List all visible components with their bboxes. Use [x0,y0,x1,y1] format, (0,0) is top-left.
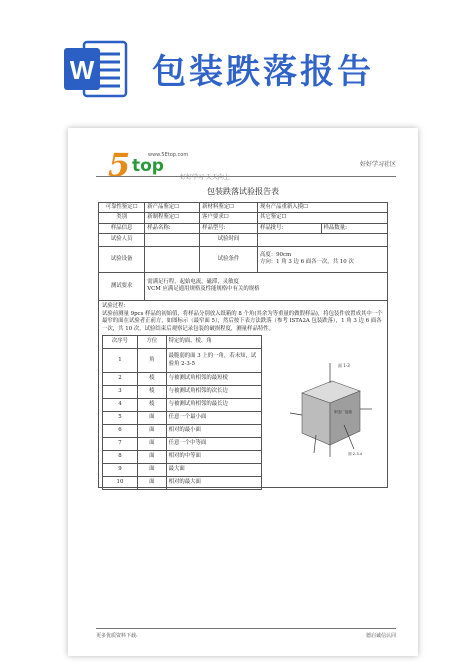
col-header-no: 次序号 [103,336,138,349]
table-row [103,412,262,425]
seq-position: 面 [137,477,166,490]
footer-divider [96,628,396,629]
seq-no: 10 [103,477,138,490]
seq-description: 任意一个中等面 [166,438,261,451]
logo-url: www.5Etop.com [148,152,189,158]
tester-label: 试验人员 [99,233,145,246]
table-row [99,223,388,233]
option-new-product: 新产品鉴定☐ [145,203,200,213]
header-divider [96,176,396,177]
col-header-description: 特定的面、棱、角 [166,336,261,349]
table-row [99,272,388,300]
seq-position: 棱 [137,373,166,386]
option-new-process: 新制程鉴定☐ [145,213,200,223]
site-logo [108,148,258,188]
seq-description: 与被测试角相邻的最长边 [166,399,261,412]
requirement-line-1: 需满足行程，起始电流，磁滞，灵敏度 [147,279,239,286]
table-row [99,213,388,223]
option-existing-product: 现有产品重新入摸☐ [257,203,387,213]
logo-brand: top [132,156,164,176]
seq-description: 最大面 [166,464,261,477]
test-requirement-value [145,272,388,300]
category-type-label: 类别 [99,213,145,223]
header-community: 好好学习社区 [359,161,396,168]
svg-text:W: W [69,55,95,85]
option-other: 其它鉴定☐ [257,213,387,223]
test-process-cell [99,300,388,487]
seq-description: 与被测试角相邻的次长边 [166,386,261,399]
cube-label-top: 面 1-3 [338,363,350,369]
category-label: 可靠性鉴定☐ [99,203,145,213]
table-row [103,451,262,464]
condition-direction: 方向：1 角 3 边 6 面各一次，共 10 次 [259,259,354,266]
drop-sequence-table [102,335,262,490]
package-cube-diagram [280,353,380,463]
seq-description: 相对的最小面 [166,425,261,438]
footer-right-text: 德启诚信认同 [365,633,396,639]
seq-position: 面 [137,464,166,477]
option-new-material: 新材料鉴定☐ [200,203,258,213]
seq-description: 相对的中等面 [166,451,261,464]
table-row [103,464,262,477]
table-row [103,438,262,451]
seq-position: 面 [137,425,166,438]
table-row [99,203,388,213]
table-header-row [103,336,262,349]
seq-no: 8 [103,451,138,464]
seq-no: 5 [103,412,138,425]
table-row [103,386,262,399]
seq-position: 角 [137,349,166,373]
condition-height: 高度：90cm [259,252,292,259]
seq-description: 最脆弱的面 3 上的一角，若未知，试验角 2-3-5 [166,349,261,373]
seq-position: 棱 [137,386,166,399]
process-title: 试验过程: [102,302,126,309]
footer-left-text: 更多优质资料下载: [96,633,138,639]
cube-label-seam: 制造厂接缝 [334,410,352,415]
seq-no: 2 [103,373,138,386]
document-title: 包装跌落试验报告表 [207,187,279,196]
sample-batch-label: 样品批号: [257,223,321,233]
equipment-label: 试验设备 [99,246,145,272]
seq-position: 面 [137,438,166,451]
sample-qty-label: 样品数量: [321,223,387,233]
test-condition-label: 试验条件 [200,246,258,272]
table-row [99,233,388,246]
table-row [103,349,262,373]
option-customer-request: 客户要求☐ [200,213,258,223]
seq-no: 3 [103,386,138,399]
table-row [103,399,262,412]
seq-position: 面 [137,451,166,464]
word-document-icon [62,40,128,98]
seq-description: 任意一个最小面 [166,412,261,425]
seq-position: 棱 [137,399,166,412]
seq-no: 9 [103,464,138,477]
seq-no: 4 [103,399,138,412]
sample-name-label: 样品名称: [145,223,200,233]
document-page [68,128,418,656]
seq-no: 1 [103,349,138,373]
test-time-label: 试验时间 [200,233,258,246]
logo-slogan: 好好学习 天天向上 [180,174,230,181]
cube-label-bottom: 面 2-3-4 [348,452,363,457]
equipment-value [145,246,200,272]
seq-no: 7 [103,438,138,451]
logo-number: 5 [108,146,131,184]
table-row [99,246,388,272]
seq-no: 6 [103,425,138,438]
table-row [103,373,262,386]
table-row [103,477,262,490]
report-table [98,202,388,488]
seq-description: 相对的最大面 [166,477,261,490]
table-row [103,425,262,438]
seq-description: 与被测试角相邻的最短棱 [166,373,261,386]
table-row [99,300,388,487]
test-time-value [257,233,387,246]
process-text: 试验前测量 9pcs 样品的初始值，将样品分别放入纸箱的 8 个角(其余为等重量的做假样品)，将包装件放置成其中一个最窄的面在试验者正前方，如图标示（最窄面 5），然后按下表方法跌落（参考 ISTA2A 包装跌落），1 角 3 边 6 面各一次，共 10 次，试验结束后观察记录包装的破损程度，测量样品特性。 [102,311,383,332]
sample-info-label: 样品信息 [99,223,145,233]
tester-value [145,233,200,246]
banner-title: 包装跌落报告 [152,52,374,92]
test-requirement-label: 测试要求 [99,272,145,300]
drop-sequence-area [102,335,384,487]
banner [0,0,474,120]
seq-position: 面 [137,412,166,425]
sample-model-label: 样品型号: [200,223,258,233]
test-condition-value [257,246,387,272]
requirement-line-2: VCM 应满足通用规格及性能规格中有关的规格 [147,286,260,293]
col-header-position: 方位 [137,336,166,349]
